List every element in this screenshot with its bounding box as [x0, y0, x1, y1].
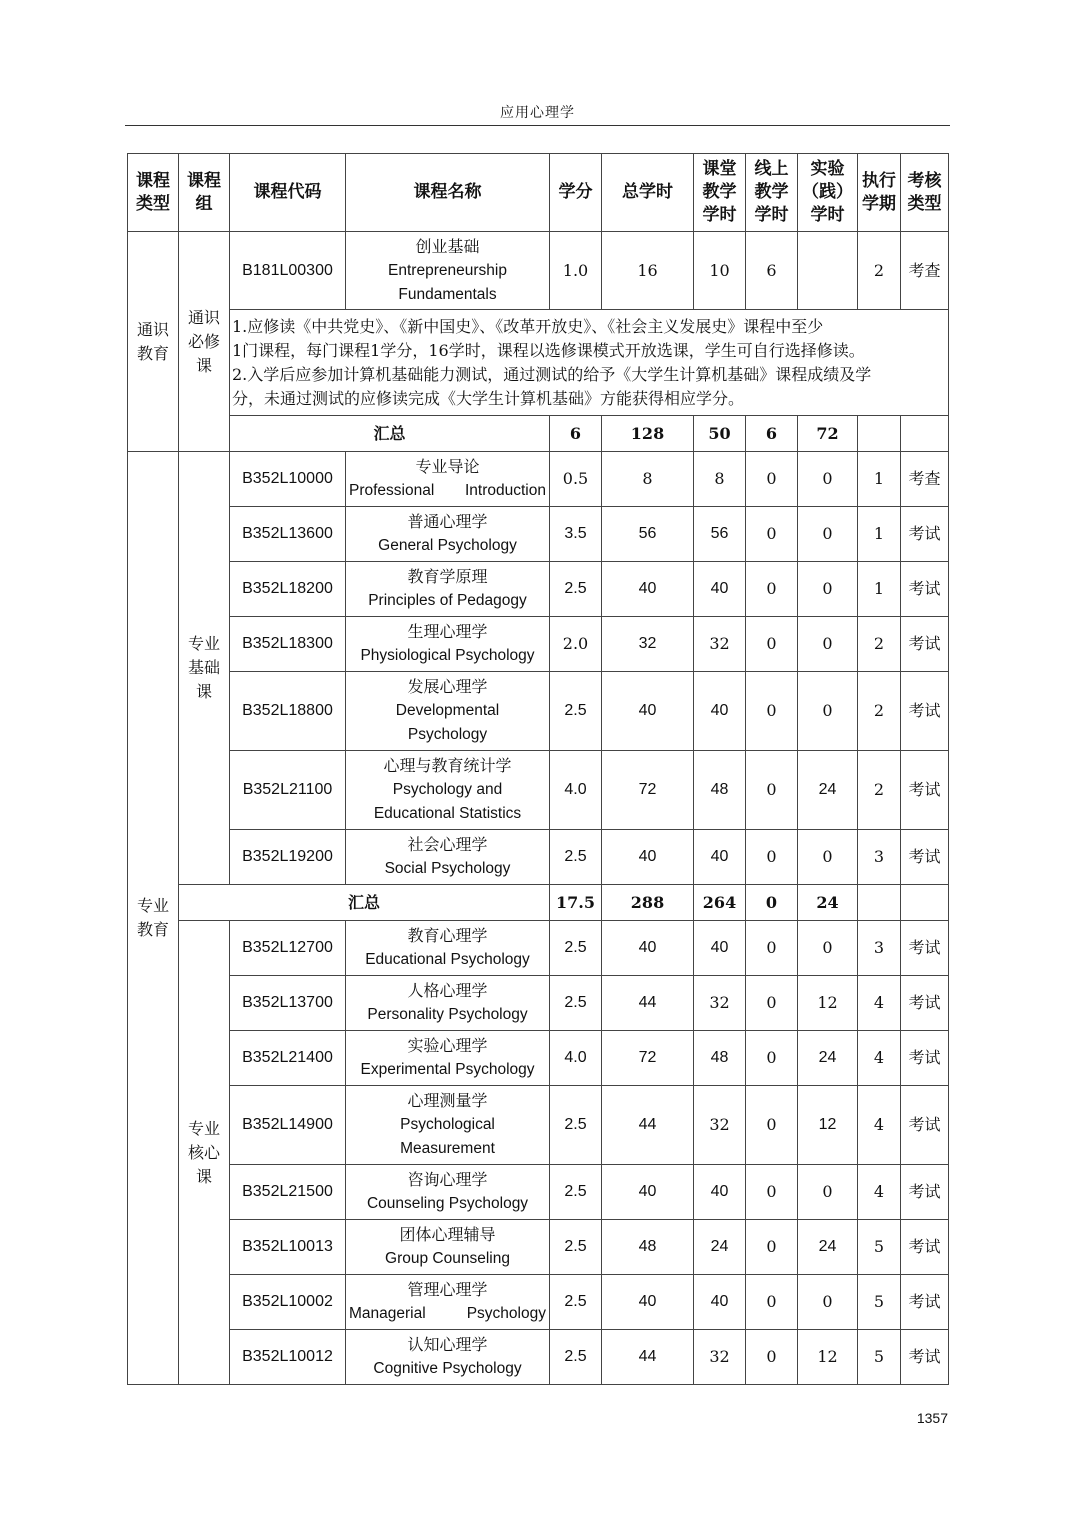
- semester: 4: [858, 1031, 901, 1086]
- summary-exam-type: [901, 416, 949, 452]
- semester: 2: [858, 232, 901, 310]
- credit: 2.5: [550, 672, 602, 751]
- course-name-zh: 普通心理学: [407, 512, 488, 531]
- note-line: 1门课程，每门课程1学分，16学时，课程以选修课模式开放选课，学生可自行选择修读。: [232, 340, 865, 360]
- exam-type: 考试: [901, 921, 949, 976]
- semester: 2: [858, 617, 901, 672]
- course-row: [128, 672, 949, 751]
- course-name: [346, 921, 550, 976]
- course-name-en: Psychology: [407, 726, 488, 743]
- classroom-hours: 40: [694, 672, 746, 751]
- header-semester: 执行 学期: [858, 154, 901, 232]
- total-hours: 16: [602, 232, 694, 310]
- note-line: 2.入学后应参加计算机基础能力测试，通过测试的给予《大学生计算机基础》课程成绩及学: [232, 364, 872, 384]
- page-number: 1357: [916, 1410, 948, 1426]
- course-code: B352L10012: [230, 1330, 346, 1385]
- total-hours: 72: [602, 751, 694, 830]
- summary-lab: 24: [798, 885, 858, 921]
- course-row: [128, 1275, 949, 1330]
- course-code: B181L00300: [230, 232, 346, 310]
- course-row: [128, 1086, 949, 1165]
- course-name-zh: 团体心理辅导: [399, 1225, 496, 1244]
- online-hours: 0: [746, 1330, 798, 1385]
- online-hours: 0: [746, 507, 798, 562]
- header-classroom-hours: 课堂 教学 学时: [694, 154, 746, 232]
- course-name-en: Physiological Psychology: [360, 647, 535, 664]
- course-row: [128, 1031, 949, 1086]
- credit: 2.5: [550, 1165, 602, 1220]
- total-hours: 8: [602, 452, 694, 507]
- course-name-en: Psychological: [400, 1116, 495, 1133]
- online-hours: 0: [746, 562, 798, 617]
- semester: 1: [858, 507, 901, 562]
- summary-credit: 6: [550, 416, 602, 452]
- total-hours: 44: [602, 976, 694, 1031]
- summary-semester: [858, 416, 901, 452]
- total-hours: 40: [602, 830, 694, 885]
- course-row: [128, 507, 949, 562]
- classroom-hours: 8: [694, 452, 746, 507]
- course-code: B352L13700: [230, 976, 346, 1031]
- summary-row: [128, 416, 949, 452]
- lab-hours: 24: [798, 1220, 858, 1275]
- total-hours: 40: [602, 672, 694, 751]
- total-hours: 40: [602, 562, 694, 617]
- classroom-hours: 40: [694, 1165, 746, 1220]
- lab-hours: 0: [798, 617, 858, 672]
- total-hours: 40: [602, 1275, 694, 1330]
- course-row: [128, 452, 949, 507]
- exam-type: 考试: [901, 751, 949, 830]
- course-row: [128, 562, 949, 617]
- credit: 2.5: [550, 830, 602, 885]
- online-hours: 0: [746, 751, 798, 830]
- exam-type: 考试: [901, 562, 949, 617]
- course-name-en: Group Counseling: [385, 1250, 510, 1267]
- summary-classroom: 264: [694, 885, 746, 921]
- lab-hours: 12: [798, 1330, 858, 1385]
- lab-hours: 24: [798, 751, 858, 830]
- course-name-zh: 实验心理学: [407, 1036, 488, 1055]
- exam-type: 考试: [901, 507, 949, 562]
- lab-hours: 0: [798, 672, 858, 751]
- course-name-en: Measurement: [400, 1140, 495, 1157]
- course-name: [346, 1220, 550, 1275]
- total-hours: 32: [602, 617, 694, 672]
- course-row: [128, 1165, 949, 1220]
- exam-type: 考试: [901, 672, 949, 751]
- summary-label: 汇总: [179, 885, 550, 921]
- course-row: [128, 830, 949, 885]
- total-hours: 56: [602, 507, 694, 562]
- classroom-hours: 32: [694, 1086, 746, 1165]
- online-hours: 0: [746, 672, 798, 751]
- course-group-general-required: 通识 必修 课: [179, 232, 230, 452]
- header-course-code: 课程代码: [230, 154, 346, 232]
- semester: 4: [858, 976, 901, 1031]
- course-code: B352L10013: [230, 1220, 346, 1275]
- header-row: [128, 154, 949, 232]
- course-name-zh: 生理心理学: [407, 622, 488, 641]
- summary-exam-type: [901, 885, 949, 921]
- online-hours: 0: [746, 1220, 798, 1275]
- summary-online: 0: [746, 885, 798, 921]
- course-name: [346, 1086, 550, 1165]
- header-credit: 学分: [550, 154, 602, 232]
- exam-type: 考查: [901, 452, 949, 507]
- course-name-zh: 人格心理学: [407, 981, 488, 1000]
- header-total-hours: 总学时: [602, 154, 694, 232]
- summary-credit: 17.5: [550, 885, 602, 921]
- summary-label: 汇总: [230, 416, 550, 452]
- semester: 5: [858, 1275, 901, 1330]
- header-online-hours: 线上 教学 学时: [746, 154, 798, 232]
- course-name-en: Fundamentals: [398, 285, 497, 303]
- course-name-zh: 教育心理学: [407, 926, 488, 945]
- course-group-major-core: 专业 核心 课: [179, 921, 230, 1385]
- course-row: [128, 617, 949, 672]
- course-code: B352L19200: [230, 830, 346, 885]
- course-name-zh: 管理心理学: [407, 1280, 488, 1299]
- credit: 4.0: [550, 751, 602, 830]
- course-code: B352L18200: [230, 562, 346, 617]
- course-code: B352L21400: [230, 1031, 346, 1086]
- course-name-zh: 咨询心理学: [407, 1170, 488, 1189]
- semester: 2: [858, 751, 901, 830]
- course-name: [346, 1165, 550, 1220]
- exam-type: 考试: [901, 1275, 949, 1330]
- course-group-major-basic: 专业 基础 课: [179, 452, 230, 885]
- online-hours: 0: [746, 976, 798, 1031]
- course-name-zh: 专业导论: [415, 457, 480, 476]
- page-header: 应用心理学: [500, 105, 575, 121]
- summary-total: 128: [602, 416, 694, 452]
- classroom-hours: 40: [694, 562, 746, 617]
- semester: 5: [858, 1330, 901, 1385]
- course-code: B352L14900: [230, 1086, 346, 1165]
- course-name-en: Personality Psychology: [367, 1006, 528, 1023]
- course-name-en: General Psychology: [378, 537, 517, 554]
- lab-hours: 0: [798, 1275, 858, 1330]
- total-hours: 40: [602, 1165, 694, 1220]
- course-name-zh: 心理与教育统计学: [383, 756, 512, 775]
- online-hours: 0: [746, 1165, 798, 1220]
- total-hours: 44: [602, 1330, 694, 1385]
- course-type-major: 专业 教育: [128, 452, 179, 1385]
- summary-classroom: 50: [694, 416, 746, 452]
- summary-online: 6: [746, 416, 798, 452]
- course-row: [128, 976, 949, 1031]
- note-row: [128, 310, 949, 416]
- summary-row: [128, 885, 949, 921]
- credit: 3.5: [550, 507, 602, 562]
- credit: 2.5: [550, 562, 602, 617]
- credit: 2.5: [550, 976, 602, 1031]
- course-row: [128, 921, 949, 976]
- online-hours: 6: [746, 232, 798, 310]
- online-hours: 0: [746, 452, 798, 507]
- credit: 4.0: [550, 1031, 602, 1086]
- course-name-zh: 认知心理学: [407, 1335, 488, 1354]
- credit: 2.5: [550, 921, 602, 976]
- course-name: [346, 1031, 550, 1086]
- course-name: [346, 562, 550, 617]
- course-code: B352L21100: [230, 751, 346, 830]
- classroom-hours: 32: [694, 1330, 746, 1385]
- online-hours: 0: [746, 1275, 798, 1330]
- course-name-en: Principles of Pedagogy: [368, 592, 527, 609]
- exam-type: 考试: [901, 1220, 949, 1275]
- online-hours: 0: [746, 1086, 798, 1165]
- course-name-en: Managerial Psychology: [349, 1305, 546, 1322]
- header-exam-type: 考核 类型: [901, 154, 949, 232]
- course-table: [127, 153, 949, 1385]
- lab-hours: 12: [798, 1086, 858, 1165]
- semester: 1: [858, 452, 901, 507]
- course-row: [128, 1220, 949, 1275]
- lab-hours: 0: [798, 921, 858, 976]
- exam-type: 考试: [901, 617, 949, 672]
- semester: 1: [858, 562, 901, 617]
- course-code: B352L18800: [230, 672, 346, 751]
- summary-total: 288: [602, 885, 694, 921]
- summary-lab: 72: [798, 416, 858, 452]
- course-name-en: Cognitive Psychology: [373, 1360, 522, 1377]
- lab-hours: 0: [798, 1165, 858, 1220]
- course-row: [128, 232, 949, 310]
- course-name: [346, 507, 550, 562]
- course-name: [346, 976, 550, 1031]
- course-name: [346, 232, 550, 310]
- course-code: B352L13600: [230, 507, 346, 562]
- course-type-general: 通识 教育: [128, 232, 179, 452]
- classroom-hours: 48: [694, 1031, 746, 1086]
- semester: 3: [858, 921, 901, 976]
- course-name-en: Educational Psychology: [365, 951, 530, 968]
- semester: 5: [858, 1220, 901, 1275]
- classroom-hours: 32: [694, 617, 746, 672]
- exam-type: 考查: [901, 232, 949, 310]
- total-hours: 40: [602, 921, 694, 976]
- course-name-zh: 发展心理学: [407, 677, 488, 696]
- course-name: [346, 617, 550, 672]
- credit: 2.5: [550, 1086, 602, 1165]
- classroom-hours: 10: [694, 232, 746, 310]
- course-row: [128, 1330, 949, 1385]
- course-code: B352L21500: [230, 1165, 346, 1220]
- lab-hours: 0: [798, 562, 858, 617]
- course-name-en: Experimental Psychology: [360, 1061, 535, 1078]
- exam-type: 考试: [901, 830, 949, 885]
- exam-type: 考试: [901, 1031, 949, 1086]
- header-course-name: 课程名称: [346, 154, 550, 232]
- credit: 0.5: [550, 452, 602, 507]
- classroom-hours: 40: [694, 830, 746, 885]
- total-hours: 44: [602, 1086, 694, 1165]
- lab-hours: 0: [798, 452, 858, 507]
- header-rule: [125, 125, 950, 126]
- lab-hours: 0: [798, 830, 858, 885]
- semester: 4: [858, 1165, 901, 1220]
- course-name: [346, 452, 550, 507]
- lab-hours: 0: [798, 507, 858, 562]
- header-course-type: 课程 类型: [128, 154, 179, 232]
- course-name-en: Psychology and: [392, 781, 503, 798]
- course-name: [346, 1330, 550, 1385]
- semester: 3: [858, 830, 901, 885]
- online-hours: 0: [746, 830, 798, 885]
- note-line: 分，未通过测试的应修读完成《大学生计算机基础》方能获得相应学分。: [232, 388, 745, 408]
- course-name-en: Developmental: [395, 702, 500, 719]
- course-row: [128, 751, 949, 830]
- course-code: B352L10000: [230, 452, 346, 507]
- classroom-hours: 24: [694, 1220, 746, 1275]
- classroom-hours: 40: [694, 1275, 746, 1330]
- exam-type: 考试: [901, 1086, 949, 1165]
- exam-type: 考试: [901, 1165, 949, 1220]
- course-name: [346, 1275, 550, 1330]
- total-hours: 72: [602, 1031, 694, 1086]
- course-name: [346, 751, 550, 830]
- credit: 2.5: [550, 1275, 602, 1330]
- course-name: [346, 672, 550, 751]
- course-code: B352L10002: [230, 1275, 346, 1330]
- online-hours: 0: [746, 1031, 798, 1086]
- summary-semester: [858, 885, 901, 921]
- header-lab-hours: 实验 （践） 学时: [798, 154, 858, 232]
- classroom-hours: 48: [694, 751, 746, 830]
- classroom-hours: 32: [694, 976, 746, 1031]
- total-hours: 48: [602, 1220, 694, 1275]
- online-hours: 0: [746, 921, 798, 976]
- course-name-zh: 教育学原理: [407, 567, 488, 586]
- header-course-group: 课程 组: [179, 154, 230, 232]
- credit: 1.0: [550, 232, 602, 310]
- credit: 2.5: [550, 1220, 602, 1275]
- credit: 2.5: [550, 1330, 602, 1385]
- credit: 2.0: [550, 617, 602, 672]
- course-name: [346, 830, 550, 885]
- lab-hours: [798, 232, 858, 310]
- semester: 4: [858, 1086, 901, 1165]
- note-line: 1.应修读《中共党史》、《新中国史》、《改革开放史》、《社会主义发展史》课程中至少: [232, 316, 824, 336]
- online-hours: 0: [746, 617, 798, 672]
- lab-hours: 12: [798, 976, 858, 1031]
- course-name-en: Professional Introduction: [349, 482, 546, 499]
- course-name-zh: 创业基础: [415, 236, 480, 256]
- semester: 2: [858, 672, 901, 751]
- general-notes: [230, 310, 949, 416]
- classroom-hours: 56: [694, 507, 746, 562]
- exam-type: 考试: [901, 976, 949, 1031]
- course-code: B352L18300: [230, 617, 346, 672]
- course-name-en: Educational Statistics: [373, 805, 522, 822]
- course-name-en: Entrepreneurship: [388, 261, 507, 279]
- classroom-hours: 40: [694, 921, 746, 976]
- course-name-zh: 心理测量学: [407, 1091, 488, 1110]
- lab-hours: 24: [798, 1031, 858, 1086]
- course-name-zh: 社会心理学: [407, 835, 488, 854]
- course-code: B352L12700: [230, 921, 346, 976]
- course-name-en: Counseling Psychology: [366, 1195, 529, 1212]
- exam-type: 考试: [901, 1330, 949, 1385]
- course-name-en: Social Psychology: [384, 860, 511, 877]
